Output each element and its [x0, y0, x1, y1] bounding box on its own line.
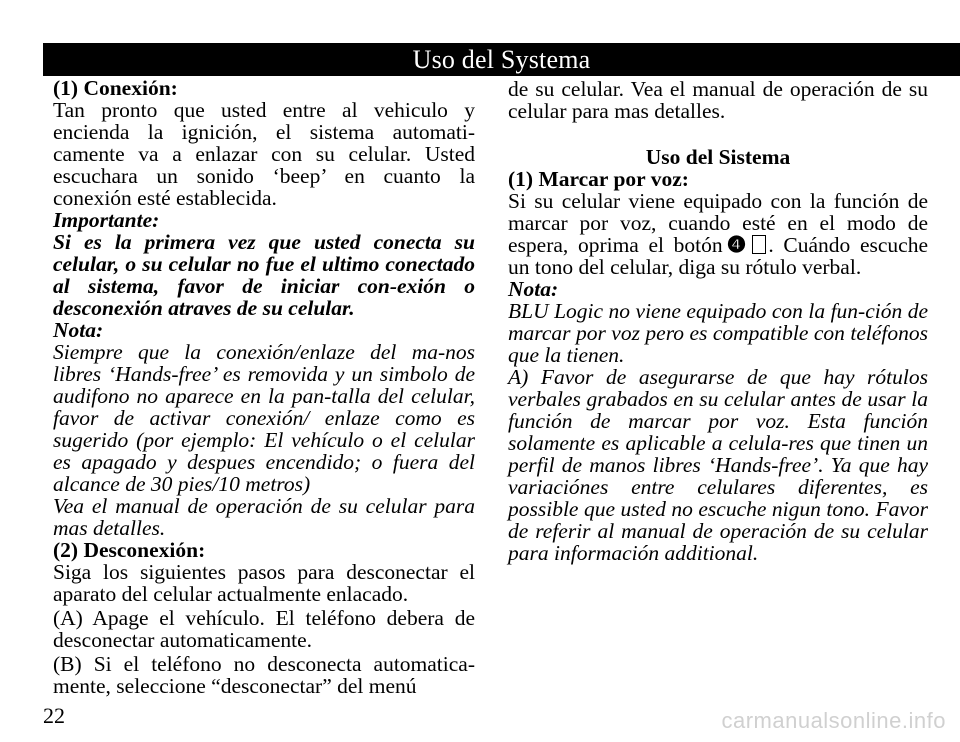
importante-heading: Importante:	[53, 208, 160, 232]
nota-right-text-2: A) Favor de asegurarse de que hay rótulos verbales grabados en su celular antes de usar la función de marcar por voz. Esta función solamente es aplicable a celula-res que tinen un perfil de manos libres ‘Hands-free’. Ya que hay variaciónes entre celulares diferentes, es possible que usted no escuche nigun tono. Favor de referir al manual de operación de su celular para información additional.	[508, 365, 928, 565]
desconexion-text: Siga los siguientes pasos para desconectar el aparato del celular actualmente enlacado.	[53, 560, 475, 606]
importante-text: Si es la primera vez que usted conecta su celular, o su celular no fue el ultimo conectado al sistema, favor de iniciar con-exión o desconexión atraves de su celular.	[53, 230, 475, 320]
continuation-text: de su celular. Vea el manual de operación de su celular para mas detalles.	[508, 77, 928, 123]
watermark: carmanualsonline.info	[721, 708, 946, 733]
nota-text-1: Siempre que la conexión/enlaze del ma-nos libres ‘Hands-free’ es removida y un simbolo de audifono no aparece en la pan-talla del celular, favor de activar conexión/ enlaze como es sugerido (por ejemplo: El vehículo o el celular es apagado y despues encendido; o fuera del alcance de 30 pies/10 metros)	[53, 340, 475, 496]
desconexion-heading: (2) Desconexión:	[53, 538, 206, 562]
marcar-text	[508, 190, 928, 278]
phone-button-icon: ❹	[726, 232, 747, 257]
nota-heading-right: Nota:	[508, 277, 559, 301]
marcar-text-before: Si su celular viene equipado con la función de marcar por voz, cuando esté en el modo de espera, oprima el botón	[508, 189, 928, 257]
section-title: Uso del Sistema	[645, 145, 791, 169]
page-header-bar	[43, 43, 960, 76]
conexion-text: Tan pronto que usted entre al vehiculo y encienda la ignición, el sistema automati-camente va a enlazar con su celular. Usted escuchara un sonido ‘beep’ en cuanto la conexión esté establecida.	[53, 98, 475, 210]
box-icon	[752, 235, 766, 254]
nota-text-2: Vea el manual de operación de su celular para mas detalles.	[53, 494, 475, 540]
step-a-text: (A) Apage el vehículo. El teléfono debera de desconectar automaticamente.	[53, 606, 475, 652]
nota-right-text-1: BLU Logic no viene equipado con la fun-ción de marcar por voz pero es compatible con teléfonos que la tienen.	[508, 299, 928, 367]
section-spacer	[508, 122, 928, 146]
conexion-heading: (1) Conexión:	[53, 76, 178, 100]
left-column	[53, 77, 475, 697]
step-b-text: (B) Si el teléfono no desconecta automatica-mente, seleccione “desconectar” del menú	[53, 652, 475, 698]
page-number: 22	[43, 703, 65, 728]
nota-heading: Nota:	[53, 318, 104, 342]
right-column	[508, 78, 928, 564]
page-title: Uso del Systema	[412, 44, 591, 74]
marcar-heading: (1) Marcar por voz:	[508, 167, 689, 191]
marcar-text-after: . Cuándo escuche un tono del celular, diga su rótulo verbal.	[508, 233, 929, 279]
